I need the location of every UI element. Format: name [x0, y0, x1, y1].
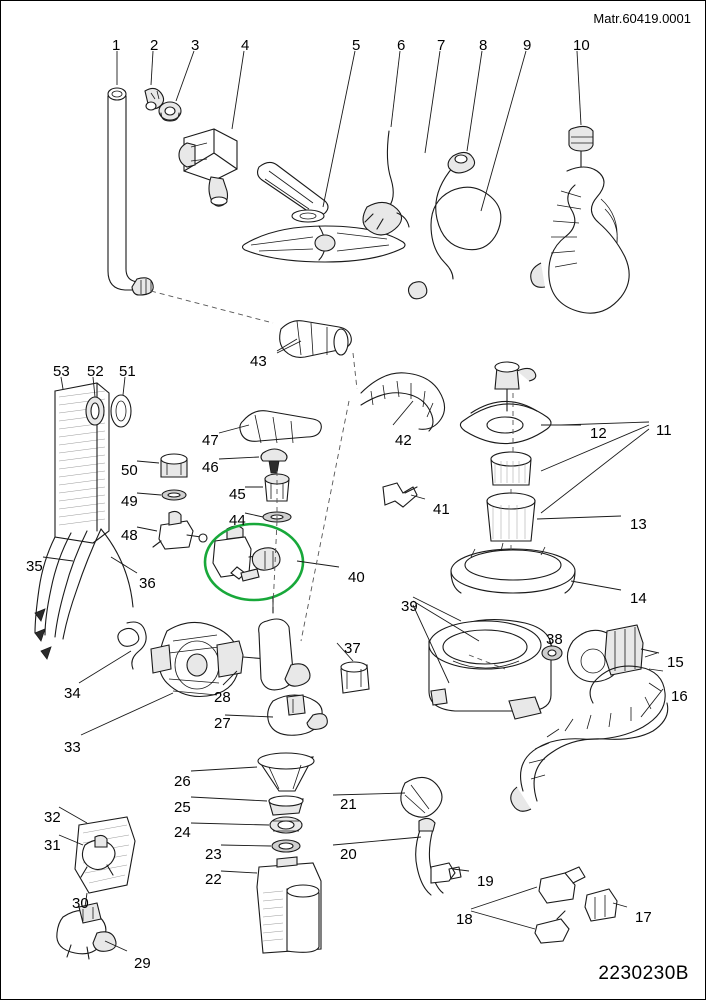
part-7-8-inlet-hose — [409, 152, 501, 298]
callout-49: 49 — [121, 493, 138, 510]
part-20-vent-tube — [416, 818, 443, 895]
callout-12: 12 — [590, 425, 607, 442]
callout-53: 53 — [53, 363, 70, 380]
part-34-clip — [118, 622, 146, 669]
part-50-cap — [161, 454, 187, 477]
callout-33: 33 — [64, 739, 81, 756]
callout-35: 35 — [26, 558, 43, 575]
part-45-bush — [265, 474, 289, 501]
part-48-valve-body — [153, 511, 207, 549]
callout-8: 8 — [479, 37, 488, 54]
callout-22: 22 — [205, 871, 222, 888]
part-1-inlet-tube — [108, 88, 153, 295]
part-12-filter-cover — [460, 362, 551, 444]
part-28-pump-outlet — [259, 521, 310, 690]
part-46-knob — [261, 449, 287, 473]
callout-21: 21 — [340, 796, 357, 813]
callout-36: 36 — [139, 575, 156, 592]
callout-15: 15 — [667, 654, 684, 671]
callout-2: 2 — [150, 37, 159, 54]
callout-20: 20 — [340, 846, 357, 863]
callout-26: 26 — [174, 773, 191, 790]
callout-44: 44 — [229, 512, 246, 529]
callout-42: 42 — [395, 432, 412, 449]
callout-48: 48 — [121, 527, 138, 544]
part-27-pressure-switch — [268, 695, 328, 735]
part-25-cap — [269, 796, 303, 815]
callout-24: 24 — [174, 824, 191, 841]
callout-9: 9 — [523, 37, 532, 54]
callout-52: 52 — [87, 363, 104, 380]
callout-6: 6 — [397, 37, 406, 54]
callout-10: 10 — [573, 37, 590, 54]
part-40-flow-sensor — [213, 526, 280, 581]
part-33-circulation-motor — [151, 622, 267, 696]
part-39-sump-assembly — [429, 620, 551, 719]
callout-30: 30 — [72, 895, 89, 912]
callout-5: 5 — [352, 37, 361, 54]
callout-19: 19 — [477, 873, 494, 890]
callout-3: 3 — [191, 37, 200, 54]
part-21-cap — [401, 777, 442, 817]
part-6-power-cord — [363, 131, 409, 235]
callout-41: 41 — [433, 501, 450, 518]
callout-43: 43 — [250, 353, 267, 370]
part-37-bush — [341, 662, 369, 693]
part-19-bracket — [431, 863, 461, 883]
part-5-upper-spray-arm — [258, 162, 328, 222]
callout-45: 45 — [229, 486, 246, 503]
callout-16: 16 — [671, 688, 688, 705]
part-42-hose — [361, 373, 445, 431]
callout-13: 13 — [630, 516, 647, 533]
part-24-cap-seal — [270, 817, 302, 833]
callout-46: 46 — [202, 459, 219, 476]
callout-40: 40 — [348, 569, 365, 586]
part-47-lower-spray-arm — [240, 411, 321, 443]
callout-39: 39 — [401, 598, 418, 615]
callout-14: 14 — [630, 590, 647, 607]
part-49-seal — [162, 490, 186, 500]
callout-7: 7 — [437, 37, 446, 54]
callout-28: 28 — [214, 689, 231, 706]
part-17-bracket — [585, 889, 617, 921]
part-14-gasket-ring — [451, 543, 575, 593]
callout-31: 31 — [44, 837, 61, 854]
part-23-gasket — [272, 840, 300, 852]
callout-17: 17 — [635, 909, 652, 926]
callout-25: 25 — [174, 799, 191, 816]
callout-32: 32 — [44, 809, 61, 826]
callout-34: 34 — [64, 685, 81, 702]
part-13-filter-cylinder — [487, 452, 535, 541]
part-18-bracket — [535, 867, 585, 943]
callout-1: 1 — [112, 37, 121, 54]
part-38-seal — [542, 646, 562, 660]
drawing-code: 2230230B — [598, 963, 689, 984]
part-51-ring — [111, 395, 131, 427]
callout-29: 29 — [134, 955, 151, 972]
callout-51: 51 — [119, 363, 136, 380]
part-26-funnel — [258, 753, 314, 791]
callout-47: 47 — [202, 432, 219, 449]
part-10-drain-hose — [531, 126, 629, 313]
callout-27: 27 — [214, 715, 231, 732]
part-22-salt-container — [257, 857, 321, 953]
part-3-grommet — [159, 102, 181, 121]
part-52-washer — [86, 397, 104, 425]
callout-23: 23 — [205, 846, 222, 863]
callout-37: 37 — [344, 640, 361, 657]
callout-38: 38 — [546, 631, 563, 648]
part-4-inlet-valve — [179, 129, 237, 206]
callout-4: 4 — [241, 37, 250, 54]
part-43-connector-hose — [280, 321, 352, 358]
callout-50: 50 — [121, 462, 138, 479]
material-code: Matr.60419.0001 — [593, 11, 691, 26]
callout-11: 11 — [656, 422, 672, 439]
callout-18: 18 — [456, 911, 473, 928]
part-15-drain-pump — [567, 625, 643, 682]
